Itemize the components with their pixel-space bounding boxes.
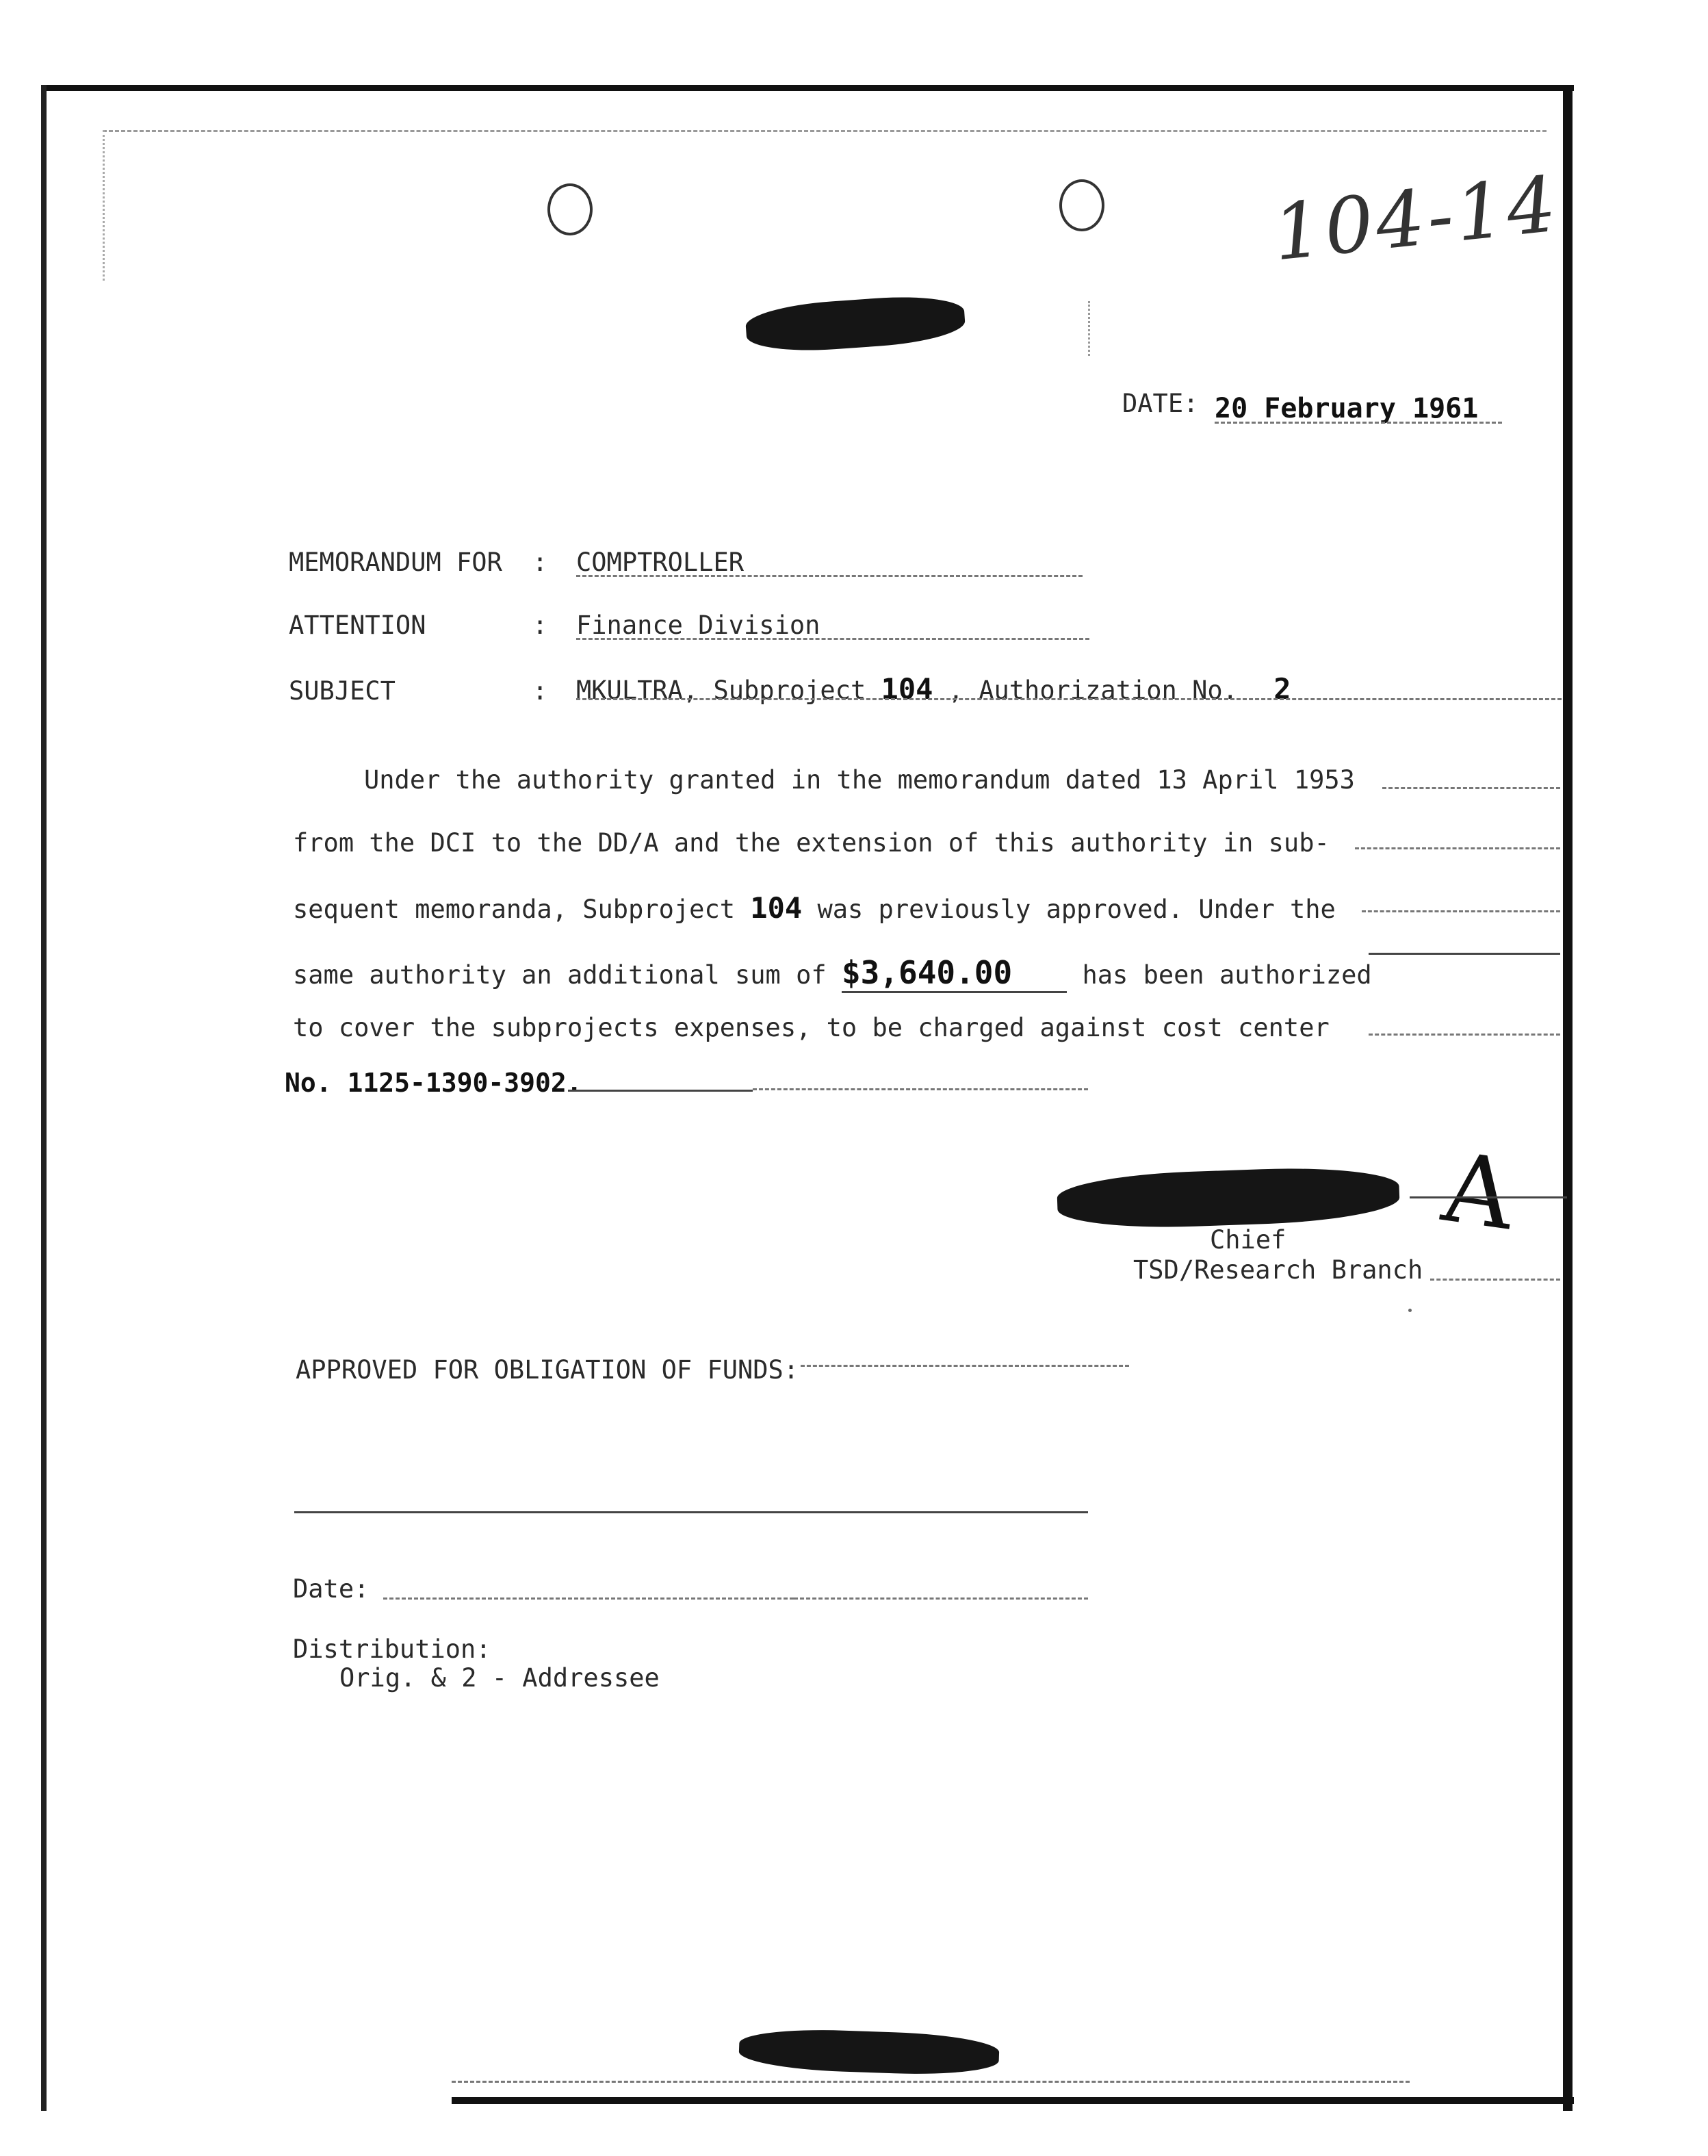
distribution-entry: Orig. & 2 - Addressee xyxy=(339,1663,660,1693)
body-line-4-a: same authority an additional sum of xyxy=(293,960,827,990)
bottom-border-rule xyxy=(452,2097,1574,2104)
memorandum-for-colon: : xyxy=(532,548,548,577)
subproject-number: 104 xyxy=(881,672,933,706)
approval-trail xyxy=(801,1365,1129,1367)
subject-prefix: MKULTRA, Subproject xyxy=(576,676,866,705)
body-line-1-trail xyxy=(1382,787,1560,789)
body-line-5-trail xyxy=(1369,1034,1560,1036)
cost-center-underline xyxy=(568,1090,753,1092)
signer-unit-trail xyxy=(1430,1279,1560,1281)
bottom-faint-line xyxy=(452,2081,1410,2083)
signer-unit: TSD/Research Branch xyxy=(1133,1255,1423,1285)
subject-colon: : xyxy=(532,676,548,706)
attention-label: ATTENTION xyxy=(289,611,426,640)
date-label: DATE: xyxy=(1122,389,1199,418)
right-border-rule xyxy=(1563,85,1573,2111)
authorized-amount: $3,640.00 xyxy=(842,954,1067,993)
approval-date-underline xyxy=(383,1597,794,1600)
signer-title: Chief xyxy=(1210,1225,1286,1255)
redaction-mark-top xyxy=(745,292,966,355)
body-line-1: Under the authority granted in the memorandum dated 13 April 1953 xyxy=(364,765,1355,795)
date-underline xyxy=(1215,422,1502,424)
handwritten-document-number: 104-14 xyxy=(1269,159,1563,279)
memorandum-for-value: COMPTROLLER xyxy=(576,548,745,577)
subject-underline xyxy=(576,698,1562,700)
body-line-4-c: has been authorized xyxy=(1082,960,1372,990)
body-line-5: to cover the subprojects expenses, to be charged against cost center xyxy=(293,1013,1330,1042)
distribution-label: Distribution: xyxy=(293,1634,491,1664)
punch-hole-right xyxy=(1059,179,1104,231)
subject-line xyxy=(576,672,1291,706)
faint-header-edge xyxy=(103,130,105,281)
ink-speck xyxy=(1408,1309,1412,1312)
body-subproject-number: 104 xyxy=(750,891,803,925)
attention-value: Finance Division xyxy=(576,611,820,640)
body-line-3-trail xyxy=(1362,910,1560,912)
body-line-3-a: sequent memoranda, Subproject xyxy=(293,895,736,924)
body-line-3-c: was previously approved. Under the xyxy=(817,895,1336,924)
redaction-mark-bottom xyxy=(738,2027,1000,2077)
attention-underline xyxy=(576,638,1089,640)
memorandum-for-underline xyxy=(576,575,1083,577)
approval-date-trail xyxy=(794,1597,1088,1600)
subject-mid: , Authorization No. xyxy=(948,676,1238,705)
punch-hole-left xyxy=(547,183,593,235)
date-value: 20 February 1961 xyxy=(1215,393,1479,424)
authorization-number: 2 xyxy=(1273,672,1291,706)
body-line-2: from the DCI to the DD/A and the extension of this authority in sub- xyxy=(293,828,1330,858)
faint-vertical-mark xyxy=(1088,301,1093,356)
body-line-4-trail xyxy=(1369,953,1560,955)
approval-label: APPROVED FOR OBLIGATION OF FUNDS: xyxy=(296,1355,799,1385)
subject-label: SUBJECT xyxy=(289,676,396,706)
redaction-mark-signature xyxy=(1057,1164,1400,1231)
body-line-2-trail xyxy=(1355,847,1560,849)
attention-colon: : xyxy=(532,611,548,640)
handwritten-initial: A xyxy=(1436,1131,1521,1253)
signature-line xyxy=(1410,1196,1567,1198)
approval-signature-line xyxy=(294,1511,1088,1513)
body-line-3 xyxy=(293,891,1336,925)
cost-center-number: No. 1125-1390-3902. xyxy=(285,1068,582,1098)
top-border-rule xyxy=(41,85,1574,91)
body-line-4 xyxy=(293,954,1372,991)
cost-center-trail xyxy=(753,1088,1088,1090)
approval-date-label: Date: xyxy=(293,1574,370,1604)
memorandum-for-label: MEMORANDUM FOR xyxy=(289,548,502,577)
left-border-rule xyxy=(41,85,47,2111)
faint-header-line xyxy=(103,130,1547,133)
